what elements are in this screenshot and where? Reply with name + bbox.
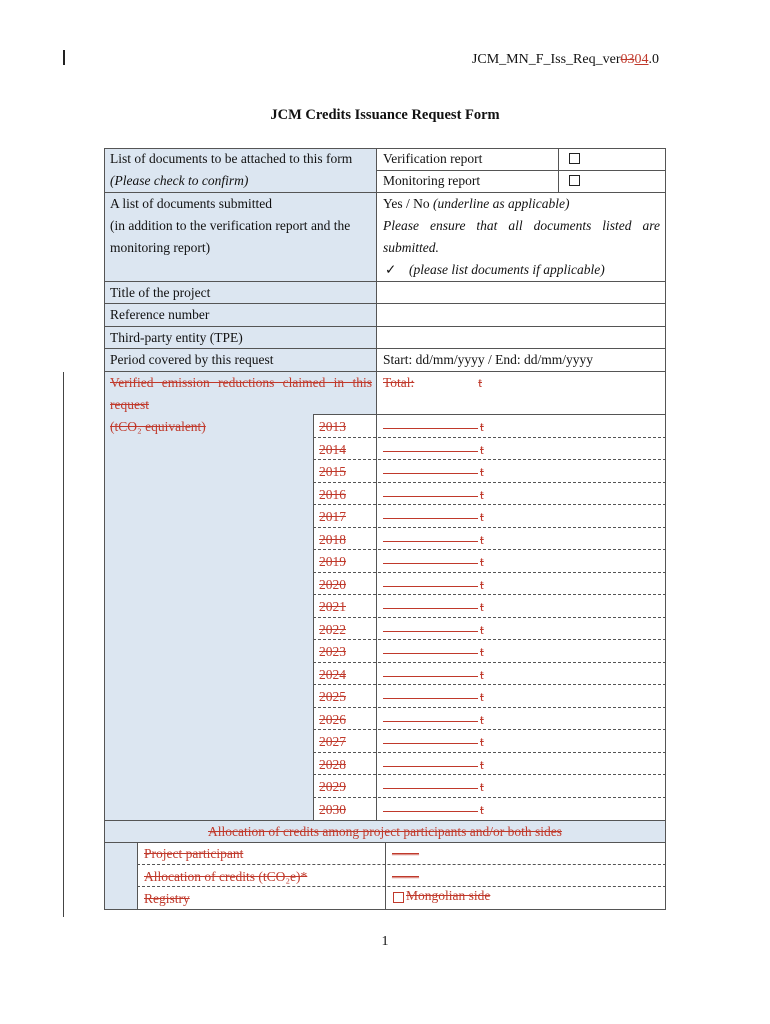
year-unit: t xyxy=(480,532,484,547)
allocation-credits-value[interactable]: —— xyxy=(392,869,419,884)
year-value-field[interactable] xyxy=(383,766,478,767)
check-note: (please list documents if applicable) xyxy=(409,262,605,277)
mongolian-side-label: Mongolian side xyxy=(406,888,491,903)
document-code: JCM_MN_F_Iss_Req_ver0304.0 xyxy=(471,52,659,67)
project-participant-value[interactable]: —— xyxy=(392,846,419,861)
monitoring-checkbox[interactable] xyxy=(569,175,580,186)
mongolian-side-checkbox[interactable] xyxy=(393,892,404,903)
year-label: 2024 xyxy=(319,667,346,682)
tpe-label: Third-party entity (TPE) xyxy=(110,330,243,345)
year-label: 2013 xyxy=(319,419,346,434)
year-unit: t xyxy=(480,442,484,457)
year-unit: t xyxy=(480,779,484,794)
year-unit: t xyxy=(480,689,484,704)
documents-label: List of documents to be attached to this form xyxy=(110,151,353,166)
year-label: 2029 xyxy=(319,779,346,794)
year-value-field[interactable] xyxy=(383,428,478,429)
year-unit: t xyxy=(480,757,484,772)
year-unit: t xyxy=(480,667,484,682)
ensure-note-1: Please ensure that all documents listed are xyxy=(383,218,660,233)
year-label: 2019 xyxy=(319,554,346,569)
total-label: Total: xyxy=(383,375,415,390)
doc-item-monitoring: Monitoring report xyxy=(383,173,481,188)
year-value-field[interactable] xyxy=(383,541,478,542)
reference-number-label: Reference number xyxy=(110,307,210,322)
period-field[interactable]: Start: dd/mm/yyyy / End: dd/mm/yyyy xyxy=(383,352,594,367)
year-value-field[interactable] xyxy=(383,698,478,699)
year-value-field[interactable] xyxy=(383,518,478,519)
ensure-note-2: submitted. xyxy=(383,240,439,255)
year-label: 2023 xyxy=(319,644,346,659)
year-label: 2027 xyxy=(319,734,346,749)
year-value-field[interactable] xyxy=(383,721,478,722)
year-label: 2025 xyxy=(319,689,346,704)
year-value-field[interactable] xyxy=(383,653,478,654)
verification-checkbox[interactable] xyxy=(569,153,580,164)
list-submitted-label-1: A list of documents submitted xyxy=(110,196,272,211)
year-value-field[interactable] xyxy=(383,788,478,789)
year-unit: t xyxy=(480,802,484,817)
year-unit: t xyxy=(480,464,484,479)
year-value-field[interactable] xyxy=(383,586,478,587)
year-unit: t xyxy=(480,554,484,569)
year-unit: t xyxy=(480,644,484,659)
year-label: 2014 xyxy=(319,442,346,457)
registry-label: Registry xyxy=(144,891,190,906)
allocation-credits-label: Allocation of credits (tCO₂e)* xyxy=(144,869,308,884)
list-submitted-label-3: monitoring report) xyxy=(110,240,211,255)
year-unit: t xyxy=(480,734,484,749)
year-label: 2016 xyxy=(319,487,346,502)
year-value-field[interactable] xyxy=(383,811,478,812)
year-label: 2026 xyxy=(319,712,346,727)
verified-label-2: request xyxy=(110,397,149,412)
year-unit: t xyxy=(480,419,484,434)
year-value-field[interactable] xyxy=(383,631,478,632)
year-unit: t xyxy=(480,599,484,614)
year-value-field[interactable] xyxy=(383,608,478,609)
year-value-field[interactable] xyxy=(383,743,478,744)
documents-hint: (Please check to confirm) xyxy=(110,173,249,188)
check-mark-icon: ✓ xyxy=(385,262,397,277)
year-value-field[interactable] xyxy=(383,496,478,497)
period-label: Period covered by this request xyxy=(110,352,274,367)
year-label: 2030 xyxy=(319,802,346,817)
verified-label-3: (tCO₂ equivalent) xyxy=(110,419,206,434)
list-submitted-label-2: (in addition to the verification report and the xyxy=(110,218,351,233)
year-unit: t xyxy=(480,712,484,727)
allocation-header: Allocation of credits among project participants and/or both sides xyxy=(208,824,562,839)
year-label: 2018 xyxy=(319,532,346,547)
year-value-field[interactable] xyxy=(383,676,478,677)
project-title-label: Title of the project xyxy=(110,285,211,300)
year-label: 2017 xyxy=(319,509,346,524)
project-participant-label: Project participant xyxy=(144,846,244,861)
year-unit: t xyxy=(480,622,484,637)
verified-label-1: Verified emission reductions claimed in this xyxy=(110,375,372,390)
yes-no-answer[interactable]: Yes / No (underline as applicable) xyxy=(383,196,570,211)
page-number: 1 xyxy=(381,934,389,949)
revision-bar xyxy=(63,372,64,917)
year-value-field[interactable] xyxy=(383,451,478,452)
year-label: 2028 xyxy=(319,757,346,772)
total-unit: t xyxy=(478,375,482,390)
year-value-field[interactable] xyxy=(383,563,478,564)
form-title: JCM Credits Issuance Request Form xyxy=(270,107,500,123)
year-unit: t xyxy=(480,509,484,524)
year-unit: t xyxy=(480,577,484,592)
revision-mark xyxy=(63,50,65,65)
doc-item-verification: Verification report xyxy=(383,151,483,166)
year-label: 2015 xyxy=(319,464,346,479)
code-inserted: 04 xyxy=(634,52,649,67)
year-unit: t xyxy=(480,487,484,502)
year-label: 2020 xyxy=(319,577,346,592)
year-label: 2022 xyxy=(319,622,346,637)
year-value-field[interactable] xyxy=(383,473,478,474)
year-label: 2021 xyxy=(319,599,346,614)
code-deleted: 03 xyxy=(620,52,635,67)
